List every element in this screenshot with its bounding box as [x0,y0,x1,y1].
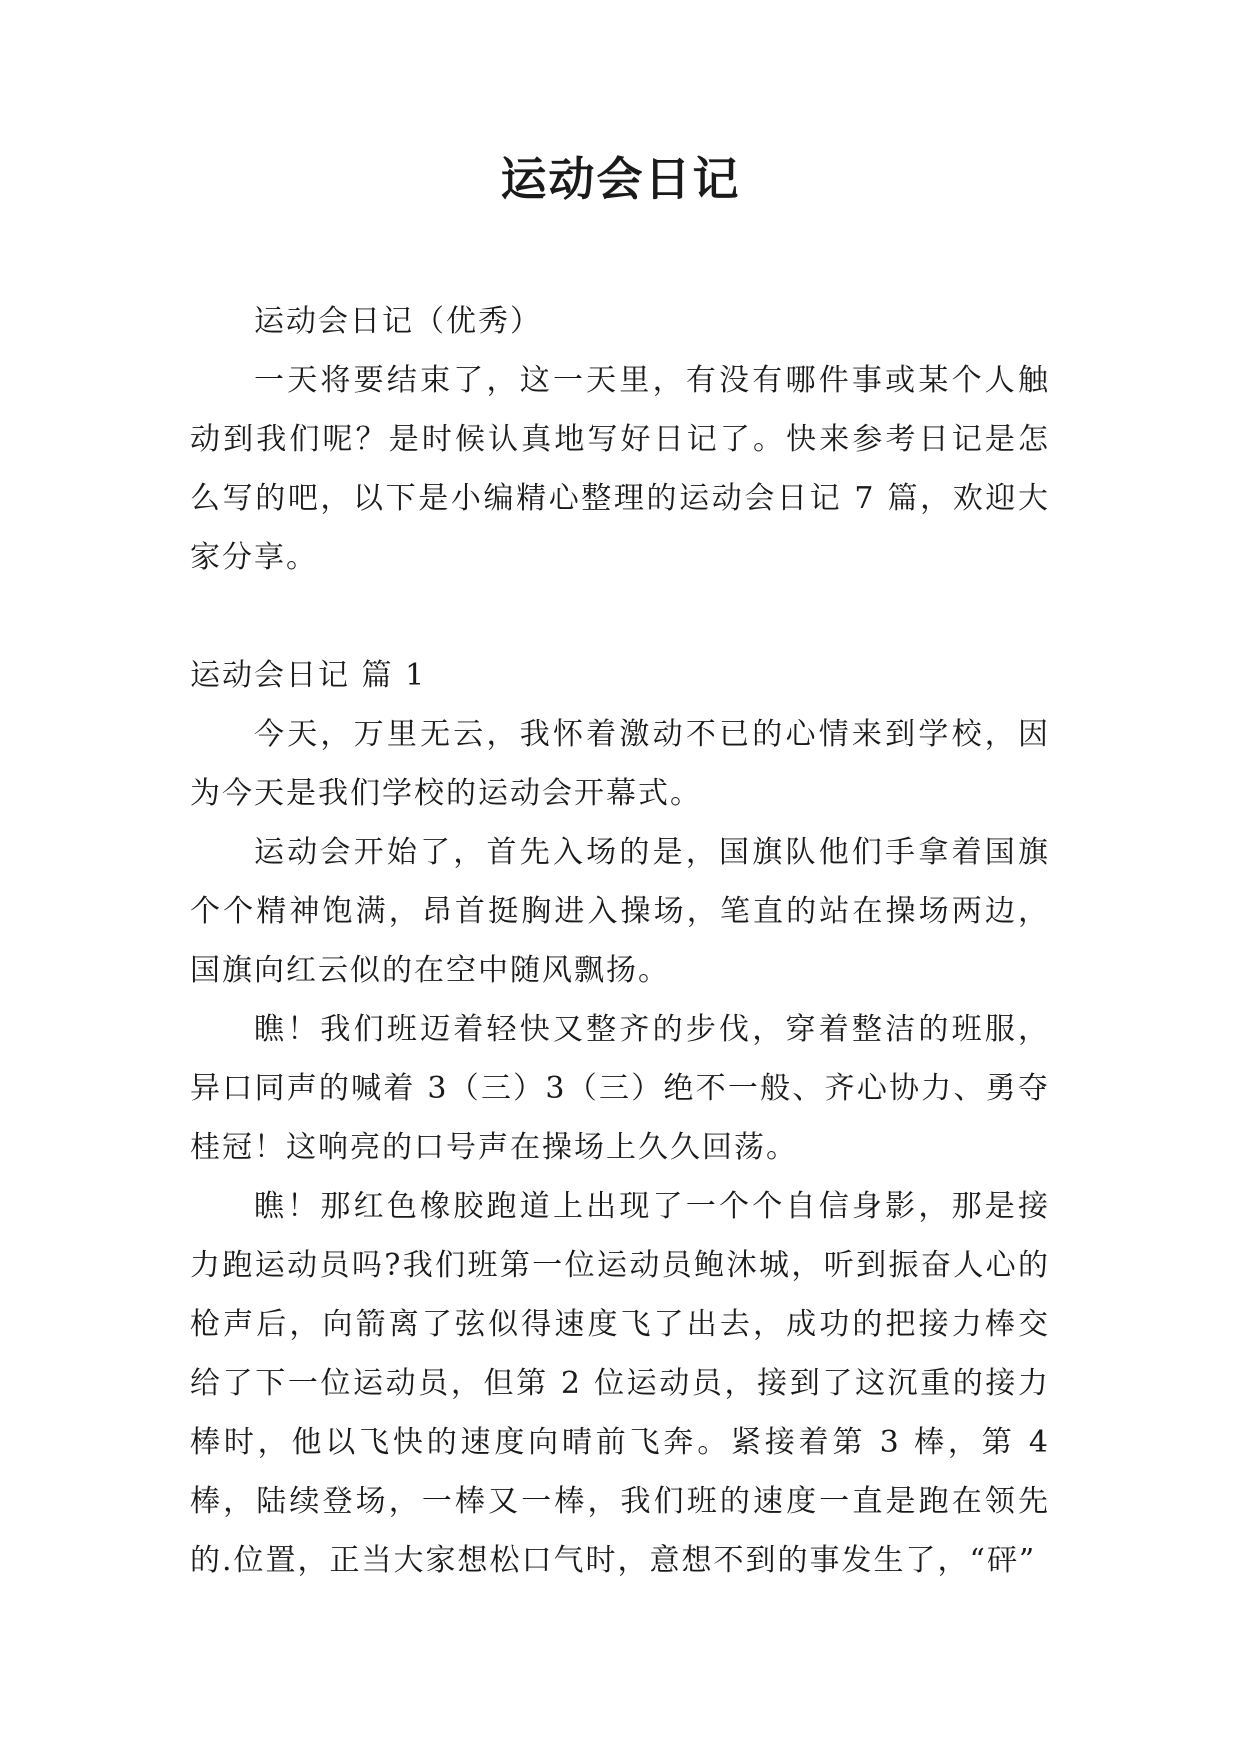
document-body [190,292,1050,1590]
intro-paragraph: 一天将要结束了，这一天里，有没有哪件事或某个人触动到我们呢？是时候认真地写好日记了。快来参考日记是怎么写的吧，以下是小编精心整理的运动会日记 7 篇，欢迎大家分享。 [190,363,1050,575]
section-heading: 运动会日记 篇 1 [190,658,427,693]
body-paragraph-1: 今天，万里无云，我怀着激动不已的心情来到学校，因为今天是我们学校的运动会开幕式。 [190,717,1050,811]
paragraph-gap [190,587,1050,646]
body-paragraph-2: 运动会开始了，首先入场的是，国旗队他们手拿着国旗个个精神饱满，昂首挺胸进入操场，笔直的站在操场两边，国旗向红云似的在空中随风飘扬。 [190,835,1050,988]
document-subtitle: 运动会日记（优秀） [254,304,542,339]
document-title: 运动会日记 [500,152,741,206]
body-paragraph-3: 瞧！我们班迈着轻快又整齐的步伐，穿着整洁的班服，异口同声的喊着 3（三）3（三）绝不一般、齐心协力、勇夺桂冠！这响亮的口号声在操场上久久回荡。 [190,1012,1050,1165]
body-paragraph-4: 瞧！那红色橡胶跑道上出现了一个个自信身影，那是接力跑运动员吗?我们班第一位运动员鲍沐城，听到振奋人心的枪声后，向箭离了弦似得速度飞了出去，成功的把接力棒交给了下一位运动员，但第 2 位运动员，接到了这沉重的接力棒时，他以飞快的速度向晴前飞奔。紧接着第 3 棒，第 4 棒，陆续登场，一棒又一棒，我们班的速度一直是跑在领先的.位置，正当大家想松口气时，意想不到的事发生了，“砰” [190,1189,1050,1578]
